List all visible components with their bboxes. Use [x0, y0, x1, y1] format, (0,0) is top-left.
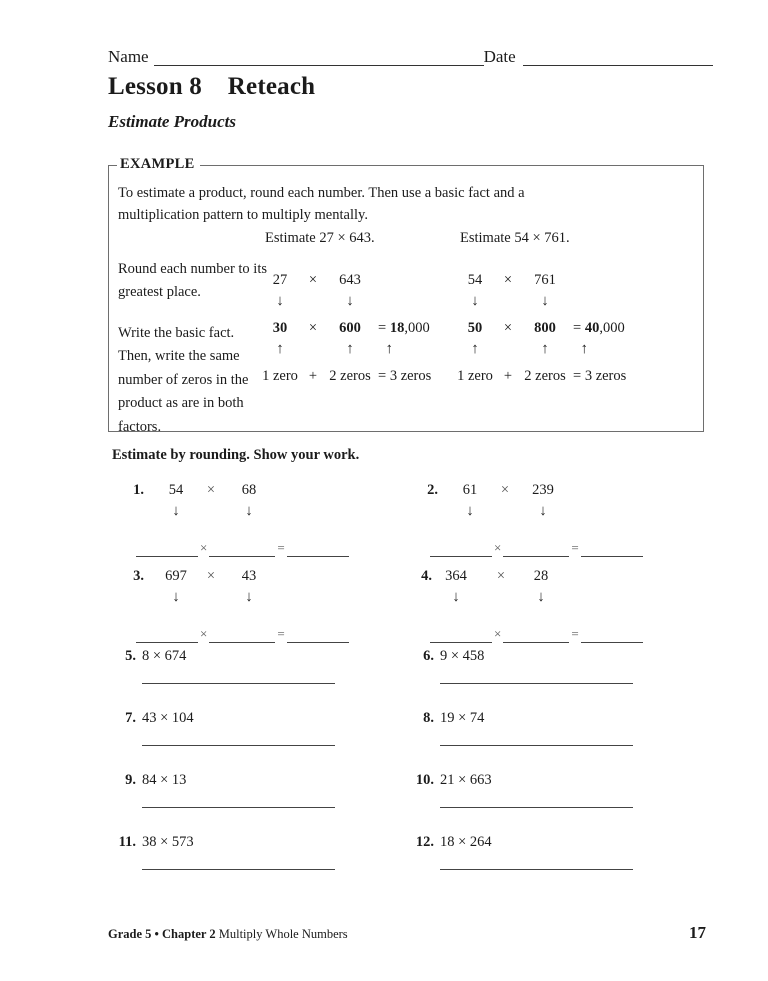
footer-chapter-title: Multiply Whole Numbers — [218, 927, 348, 941]
zeros-count-row — [457, 368, 672, 390]
problem-number: 3. — [133, 568, 144, 584]
rounded-factor-b: 600 — [339, 320, 361, 336]
equals-sign: = — [573, 368, 582, 384]
answer-blank-rounded-a[interactable] — [136, 629, 198, 643]
plus-sign: + — [308, 368, 318, 384]
zeros-total-value: 3 zeros — [389, 368, 432, 384]
example-heading-b: Estimate 54 × 761. — [460, 230, 570, 246]
zeros-total — [378, 368, 454, 385]
times-icon: × — [200, 626, 208, 641]
product-prefix: 40 — [584, 320, 600, 336]
original-factors-row — [457, 272, 672, 294]
arrow-up-icon: ↑ — [276, 341, 284, 357]
answer-blank-rounded-a[interactable] — [136, 543, 198, 557]
problem-number: 2. — [427, 482, 438, 498]
answer-blank-product[interactable] — [581, 629, 643, 643]
equals-sign: = — [573, 320, 582, 336]
times-icon: × — [496, 568, 506, 584]
zeros-a: 1 zero — [457, 368, 493, 384]
problem-number: 4. — [421, 568, 432, 584]
answer-line[interactable] — [440, 807, 633, 808]
zeros-b: 2 zeros — [329, 368, 371, 384]
answer-blank-rounded-b[interactable] — [209, 629, 275, 643]
arrow-up-icon: ↑ — [573, 341, 588, 357]
factor-a: 364 — [445, 568, 467, 584]
answer-line[interactable] — [142, 745, 335, 746]
answer-blanks — [430, 626, 643, 643]
times-icon: × — [500, 482, 510, 498]
product-result — [378, 320, 454, 337]
answer-line[interactable] — [142, 869, 335, 870]
arrow-down-icon: ↓ — [471, 293, 479, 309]
problem-number: 12. — [415, 834, 434, 850]
problem-expression: 9 × 458 — [440, 648, 485, 664]
down-arrows-row — [457, 294, 672, 320]
problem-number: 9. — [125, 772, 136, 788]
equals-sign: = — [571, 540, 579, 555]
answer-line[interactable] — [142, 683, 335, 684]
times-icon: × — [503, 320, 513, 336]
name-label: Name — [108, 47, 149, 66]
factor-a: 54 — [467, 272, 483, 288]
factor-b: 761 — [534, 272, 556, 288]
problem-number: 7. — [125, 710, 136, 726]
page-title: Lesson 8 Reteach — [108, 73, 316, 100]
example-step-1-text: Round each number to its greatest place. — [118, 261, 268, 301]
times-icon: × — [503, 272, 513, 288]
times-icon: × — [308, 272, 318, 288]
factor-b: 43 — [241, 568, 257, 584]
factor-a: 697 — [165, 568, 187, 584]
problem-expression: 19 × 74 — [440, 710, 485, 726]
footer-text — [108, 927, 348, 942]
product-prefix: 18 — [389, 320, 405, 336]
answer-blanks — [136, 626, 349, 643]
factor-a: 27 — [272, 272, 288, 288]
date-write-in-line[interactable] — [523, 51, 713, 66]
factor-b: 643 — [339, 272, 361, 288]
product-suffix: ,000 — [404, 320, 430, 336]
zeros-count-row — [262, 368, 477, 390]
answer-line[interactable] — [440, 683, 633, 684]
problem-number: 6. — [423, 648, 434, 664]
footer-grade-chapter: Grade 5 • Chapter 2 — [108, 927, 216, 941]
arrow-down-icon: ↓ — [452, 589, 460, 605]
example-heading-a: Estimate 27 × 643. — [265, 230, 375, 246]
example-label: EXAMPLE — [117, 156, 200, 173]
up-arrows-row — [457, 342, 672, 368]
answer-blank-product[interactable] — [287, 629, 349, 643]
equals-sign: = — [378, 368, 387, 384]
problem-number: 5. — [125, 648, 136, 664]
equals-sign: = — [277, 626, 285, 641]
zeros-total — [573, 368, 649, 385]
times-icon: × — [206, 482, 216, 498]
rounded-factor-a: 30 — [272, 320, 288, 336]
product-suffix: ,000 — [599, 320, 625, 336]
zeros-a: 1 zero — [262, 368, 298, 384]
rounded-factors-row — [457, 320, 672, 342]
problem-expression: 8 × 674 — [142, 648, 187, 664]
rounded-factor-a: 50 — [467, 320, 483, 336]
factor-b: 239 — [532, 482, 554, 498]
answer-blank-rounded-a[interactable] — [430, 543, 492, 557]
example-intro-text: To estimate a product, round each number. Then use a basic fact and a multiplication pattern to multiply mentally. — [118, 185, 525, 224]
times-icon: × — [494, 626, 502, 641]
equals-sign: = — [378, 320, 387, 336]
problem-expression: 18 × 264 — [440, 834, 492, 850]
times-icon: × — [494, 540, 502, 555]
answer-line[interactable] — [142, 807, 335, 808]
down-arrows-row — [262, 294, 477, 320]
plus-sign: + — [503, 368, 513, 384]
arrow-up-icon: ↑ — [471, 341, 479, 357]
page-subtitle: Estimate Products — [108, 112, 236, 131]
arrow-down-icon: ↓ — [245, 503, 253, 519]
arrow-up-icon: ↑ — [541, 341, 549, 357]
equals-sign: = — [571, 626, 579, 641]
answer-blank-rounded-a[interactable] — [430, 629, 492, 643]
worked-example-1 — [262, 272, 477, 390]
example-step-2-text: Write the basic fact. Then, write the same number of zeros in the product as are in both factors. — [118, 325, 249, 435]
arrow-down-icon: ↓ — [172, 589, 180, 605]
answer-blank-rounded-b[interactable] — [503, 543, 569, 557]
factor-a: 54 — [168, 482, 184, 498]
rounded-factors-row — [262, 320, 477, 342]
problem-number: 1. — [133, 482, 144, 498]
problem-expression: 38 × 573 — [142, 834, 194, 850]
name-date-row — [108, 40, 706, 66]
problem-expression: 43 × 104 — [142, 710, 194, 726]
arrow-up-icon: ↑ — [378, 341, 393, 357]
answer-blank-product[interactable] — [581, 543, 643, 557]
answer-blank-rounded-b[interactable] — [503, 629, 569, 643]
zeros-total-value: 3 zeros — [584, 368, 627, 384]
arrow-down-icon: ↓ — [466, 503, 474, 519]
problem-number: 8. — [423, 710, 434, 726]
arrow-down-icon: ↓ — [276, 293, 284, 309]
times-icon: × — [206, 568, 216, 584]
arrow-down-icon: ↓ — [172, 503, 180, 519]
product-result — [573, 320, 649, 337]
page-number: 17 — [689, 923, 706, 942]
arrow-up-icon: ↑ — [346, 341, 354, 357]
factor-b: 68 — [241, 482, 257, 498]
answer-blank-product[interactable] — [287, 543, 349, 557]
answer-line[interactable] — [440, 745, 633, 746]
arrow-down-icon: ↓ — [537, 589, 545, 605]
original-factors-row — [262, 272, 477, 294]
arrow-down-icon: ↓ — [541, 293, 549, 309]
arrow-down-icon: ↓ — [245, 589, 253, 605]
answer-line[interactable] — [440, 869, 633, 870]
factor-a: 61 — [462, 482, 478, 498]
rounded-factor-b: 800 — [534, 320, 556, 336]
answer-blanks — [136, 540, 349, 557]
equals-sign: = — [277, 540, 285, 555]
directions-text: Estimate by rounding. Show your work. — [112, 447, 360, 463]
page-footer — [108, 923, 706, 943]
times-icon: × — [200, 540, 208, 555]
date-label: Date — [483, 47, 516, 66]
problem-expression: 84 × 13 — [142, 772, 187, 788]
arrow-down-icon: ↓ — [346, 293, 354, 309]
factor-b: 28 — [533, 568, 549, 584]
up-arrows-row — [262, 342, 477, 368]
problem-expression: 21 × 663 — [440, 772, 492, 788]
answer-blanks — [430, 540, 643, 557]
times-icon: × — [308, 320, 318, 336]
arrow-down-icon: ↓ — [539, 503, 547, 519]
name-write-in-line[interactable] — [154, 51, 484, 66]
answer-blank-rounded-b[interactable] — [209, 543, 275, 557]
problem-number: 11. — [118, 834, 136, 850]
zeros-b: 2 zeros — [524, 368, 566, 384]
worked-example-2 — [457, 272, 672, 390]
problem-number: 10. — [415, 772, 434, 788]
